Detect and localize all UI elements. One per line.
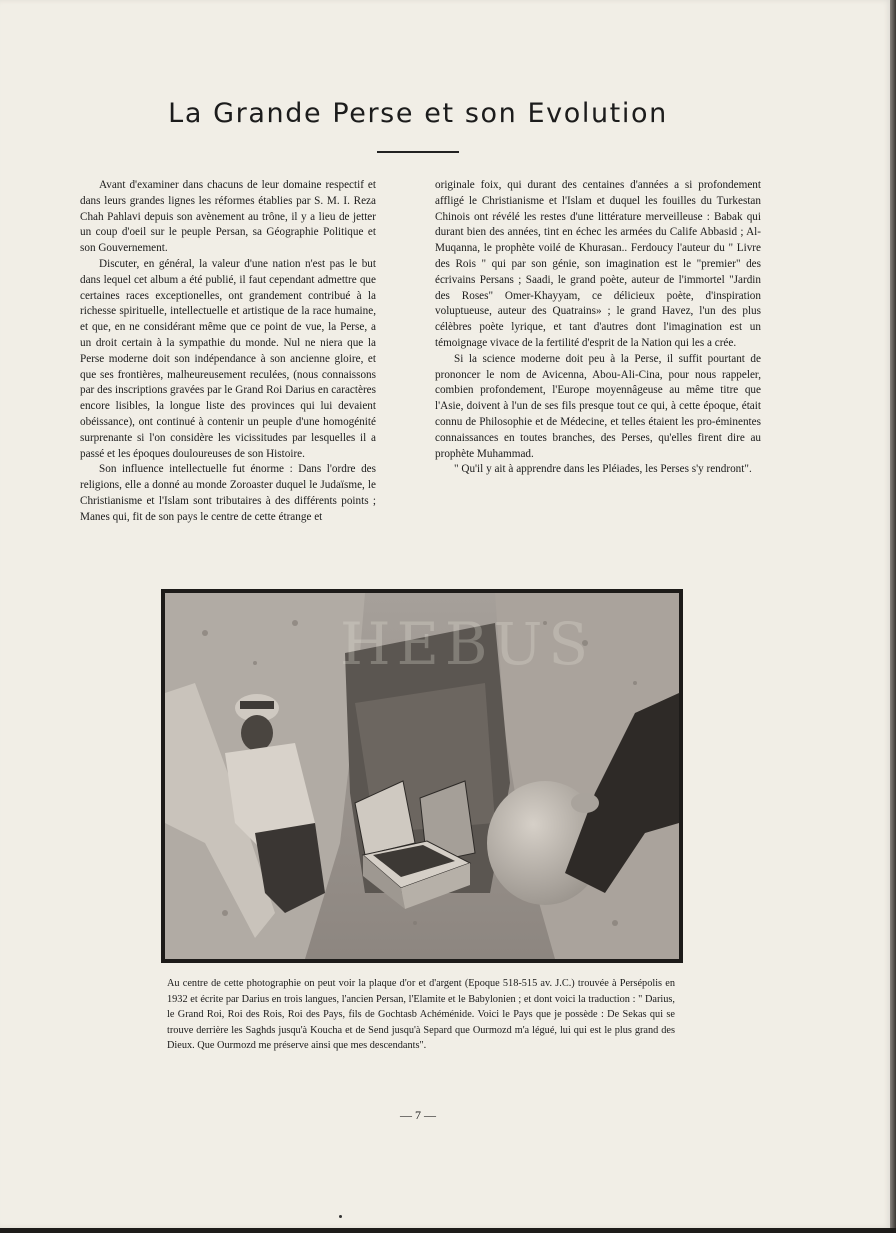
paragraph: " Qu'il y ait à apprendre dans les Pléiades, les Perses s'y rendront". [454,463,752,476]
paragraph: originale foix, qui durant des centaines d'années a si profondement affligé le Christianisme et l'Islam et duquel les fouilles du Turkestan Chinois ont révélé les restes d'une littérature merveilleuse : Babak qui durant bien des années, tint en échec les armées du Calife Abbasid ; Al-Muqanna, le prophète voilé de Khurasan.. Ferdoucy l'auteur du " Livre des Rois " qui par son génie, son imagination est le "premier" des écrivains Persans ; Saadi, le grand poète, auteur de l'immortel "Jardin des Roses" Omer-Khayyam, ce délicieux poète, d'inspiration voluptueuse, auteur des Quatrains» ; le grand Havez, l'un des plus célèbres poète lyrique, et tant d'autres dont l'imagination est un témoignage vivace de la fertilité d'esprit de la Nation qui les a crée. [435,179,761,349]
title-divider [377,151,459,153]
photo-caption [167,976,675,1054]
page-title: La Grande Perse et son Evolution [168,98,668,129]
page-edge-shadow [890,0,896,1233]
left-text-column [80,178,376,526]
page-bottom-edge [0,1228,896,1233]
paragraph: Son influence intellectuelle fut énorme : Dans l'ordre des religions, elle a donné au monde Zoroaster duquel le Judaïsme, le Christianisme et l'Islam sont tributaires à des différents points ; Manes qui, fit de son pays le centre de cette étrange et [80,463,376,523]
right-text-column [435,178,761,478]
page-number: — 7 — [400,1108,436,1122]
paragraph: Si la science moderne doit peu à la Perse, il suffit pourtant de prononcer le nom de Avicenna, Abou-Ali-Cina, pour nous rappeler, combien profondement, l'Europe moyennâgeuse au même titre que l'Asie, doivent à l'un de ses fils presque tout ce qui, à cette époque, était connu de Philosophie et de Médecine, et telles étaient les pro-éminentes connaissances en toutes branches, des Perses, qu'elles firent dire au prophète Muhammad. [435,352,761,460]
paragraph: Discuter, en général, la valeur d'une nation n'est pas le but dans lequel cet album a été publié, il faut cependant admettre que certaines races exceptionelles, ont grandement contribué à la richesse spirituelle, intellectuelle et artistique de la race humaine, et que, en ne considérant même que ce point de vue, la Perse, a un droit certain à la sympathie du monde. Nul ne niera que la Perse moderne doit son indépendance à son ancienne gloire, et que ses frontières, malheureusement reculées, (nous connaissons par des inscriptions gravées par le Grand Roi Darius en caractères encore lisibles, la longue liste des provinces qui lui devaient obéissance), ont continué à contenir un peuple d'une homogénité surprenante si l'on considère les vicissitudes par lesquelles il a passé et les époques douloureuses de son Histoire. [80,257,376,460]
caption-text: Au centre de cette photographie on peut voir la plaque d'or et d'argent (Epoque 518-515 av. J.C.) trouvée à Persépolis en 1932 et écrite par Darius en trois langues, l'ancien Persan, l'Elamite et le Babylonien ; et dont voici la traduction : " Darius, le Grand Roi, Roi des Rois, Roi des Pays, fils de Gochtasb Achéménide. Voici le Pays que je possède : De Sekas qui se trouve derrière les Saghds jusqu'à Koucha et de Send jusqu'à Separd que Ourmozd m'a légué, lui qui est le plus grand des Dieux. Que Ourmozd me préserve ainsi que mes descendants". [167,978,675,1052]
paper-speck [339,1215,342,1218]
watermark-text: HEBUS [340,610,595,678]
paragraph: Avant d'examiner dans chacuns de leur domaine respectif et dans leurs grandes lignes les réformes établies par S. M. I. Reza Chah Pahlavi depuis son avènement au trône, il y a lieu de jetter un coup d'oeil sur le peuple Persan, sa Géographie Politique et son Gouvernement. [80,179,376,255]
